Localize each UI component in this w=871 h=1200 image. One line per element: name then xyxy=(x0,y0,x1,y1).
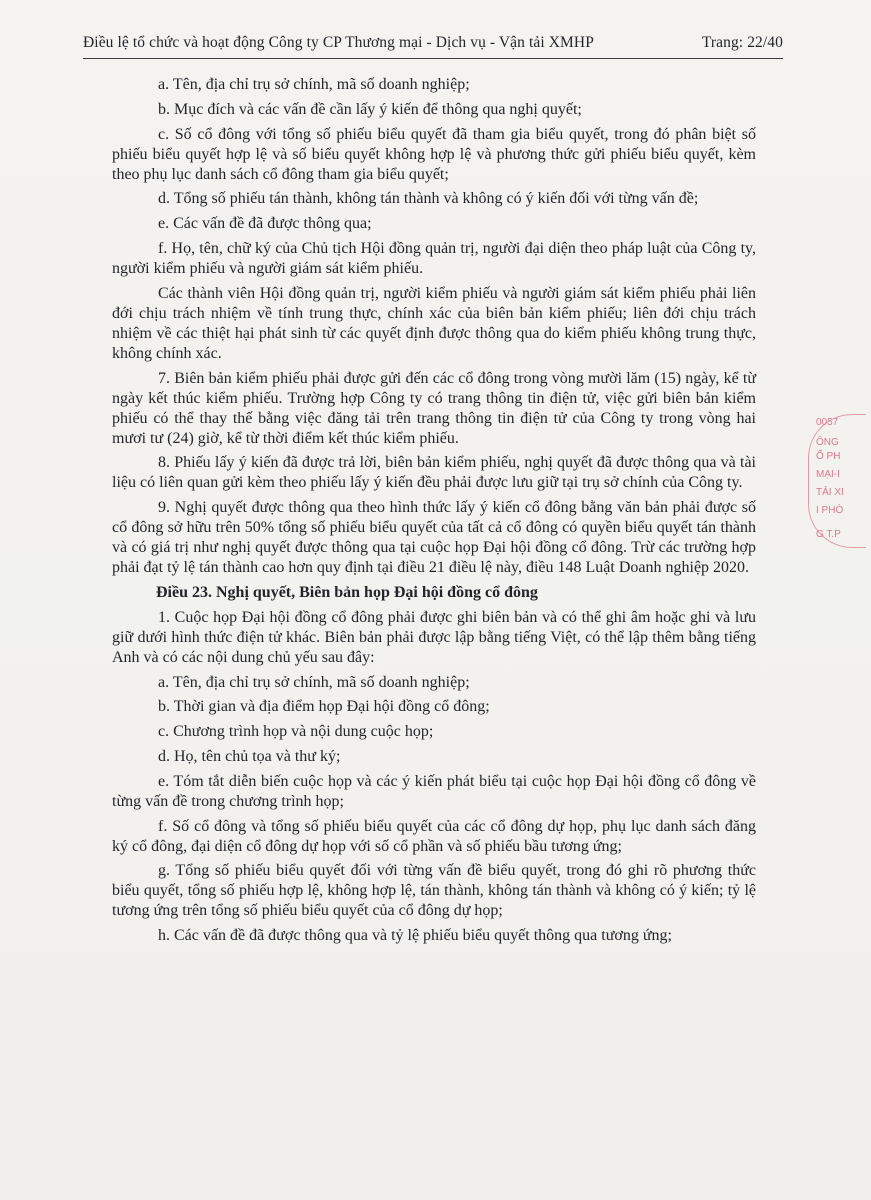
paragraph: h. Các vấn đề đã được thông qua và tỷ lệ phiếu biểu quyết thông qua tương ứng; xyxy=(158,927,672,945)
paragraph: 7. Biên bản kiểm phiếu phải được gửi đến các cổ đông trong vòng mười lăm (15) ngày, kể từ ngày kết thúc kiểm phiếu. Trường hợp Công ty có trang thông tin điện tử, việc gửi biên bản kiểm phiếu có thể thay thế bằng việc đăng tải trên trang thông tin điện tử của Công ty trong vòng hai mươi tư (24) giờ, kể từ thời điểm kết thúc kiểm phiếu. xyxy=(112,369,756,447)
seal-text: ÔNG xyxy=(816,437,839,448)
paragraph: e. Các vấn đề đã được thông qua; xyxy=(158,215,372,233)
company-seal-fragment xyxy=(806,412,866,552)
paragraph: Các thành viên Hội đồng quản trị, người kiểm phiếu và người giám sát kiểm phiếu phải liên đới chịu trách nhiệm về tính trung thực, chính xác của biên bản kiểm phiếu; liên đới chịu trách nhiệm về các thiệt hại phát sinh từ các quyết định được thông qua do kiểm phiếu không trung thực, không chính xác. xyxy=(112,284,756,362)
paragraph: b. Thời gian và địa điểm họp Đại hội đồng cổ đông; xyxy=(158,698,490,716)
paragraph: f. Số cổ đông và tổng số phiếu biểu quyết của các cổ đông dự họp, phụ lục danh sách đăng ký cổ đông, đại diện cổ đông dự họp với số cổ phần và số phiếu bầu tương ứng; xyxy=(112,817,756,855)
page-header xyxy=(83,34,783,52)
paragraph: d. Tổng số phiếu tán thành, không tán thành và không có ý kiến đối với từng vấn đề; xyxy=(158,190,699,208)
paragraph: 8. Phiếu lấy ý kiến đã được trả lời, biên bản kiểm phiếu, nghị quyết đã được thông qua và tài liệu có liên quan gửi kèm theo phiếu lấy ý kiến đều phải được lưu giữ tại trụ sở chính của Công ty. xyxy=(112,454,756,492)
header-divider xyxy=(83,58,783,59)
header-page-number: Trang: 22/40 xyxy=(701,34,783,51)
seal-text: I PHÒ xyxy=(816,505,844,516)
document-body xyxy=(112,75,756,951)
paragraph: c. Số cổ đông với tổng số phiếu biểu quyết đã tham gia biểu quyết, trong đó phân biệt số phiếu biểu quyết hợp lệ và số biểu quyết không hợp lệ và phương thức gửi phiếu biểu quyết, kèm theo phụ lục danh sách cổ đông tham gia biểu quyết; xyxy=(112,125,756,183)
paragraph: f. Họ, tên, chữ ký của Chủ tịch Hội đồng quản trị, người đại diện theo pháp luật của Công ty, người kiểm phiếu và người giám sát kiểm phiếu. xyxy=(112,239,756,277)
paragraph: d. Họ, tên chủ tọa và thư ký; xyxy=(158,747,341,765)
paragraph: c. Chương trình họp và nội dung cuộc họp; xyxy=(158,723,434,741)
paragraph: 9. Nghị quyết được thông qua theo hình thức lấy ý kiến cổ đông bằng văn bản phải được số cổ đông sở hữu trên 50% tổng số phiếu biểu quyết của tất cả cổ đông có quyền biểu quyết tán thành và có giá trị như nghị quyết được thông qua tại cuộc họp Đại hội đồng cổ đông. Trừ các trường hợp phải đạt tỷ lệ tán thành cao hơn quy định tại điều 21 điều lệ này, điều 148 Luật Doanh nghiệp 2020. xyxy=(112,499,756,577)
header-title: Điều lệ tổ chức và hoạt động Công ty CP Thương mại - Dịch vụ - Vận tải XMHP xyxy=(83,34,594,51)
paragraph: a. Tên, địa chỉ trụ sở chính, mã số doanh nghiệp; xyxy=(158,673,470,691)
seal-text: G T.P xyxy=(816,529,841,540)
paragraph: g. Tổng số phiếu biểu quyết đối với từng vấn đề biểu quyết, trong đó ghi rõ phương thức biểu quyết, tổng số phiếu hợp lệ, không hợp lệ, tán thành, không tán thành và không có ý kiến; tỷ lệ tương ứng trên tổng số phiếu biểu quyết của cổ đông dự họp; xyxy=(112,862,756,920)
seal-text: Ổ PH xyxy=(816,451,841,462)
paragraph: a. Tên, địa chỉ trụ sở chính, mã số doanh nghiệp; xyxy=(158,76,470,93)
paragraph: 1. Cuộc họp Đại hội đồng cổ đông phải được ghi biên bản và có thể ghi âm hoặc ghi và lưu giữ dưới hình thức điện tử khác. Biên bản phải được lập bằng tiếng Việt, có thể lập thêm bằng tiếng Anh và có các nội dung chủ yếu sau đây: xyxy=(112,608,756,666)
paragraph: e. Tóm tắt diễn biến cuộc họp và các ý kiến phát biểu tại cuộc họp Đại hội đồng cổ đông về từng vấn đề trong chương trình họp; xyxy=(112,772,756,810)
seal-text: 0057 xyxy=(816,417,839,428)
paragraph: b. Mục đích và các vấn đề cần lấy ý kiến để thông qua nghị quyết; xyxy=(158,100,582,118)
section-heading: Điều 23. Nghị quyết, Biên bản họp Đại hội đồng cổ đông xyxy=(156,583,538,601)
seal-text: TẢI XI xyxy=(816,487,844,498)
seal-text: MẠI-I xyxy=(816,469,840,480)
